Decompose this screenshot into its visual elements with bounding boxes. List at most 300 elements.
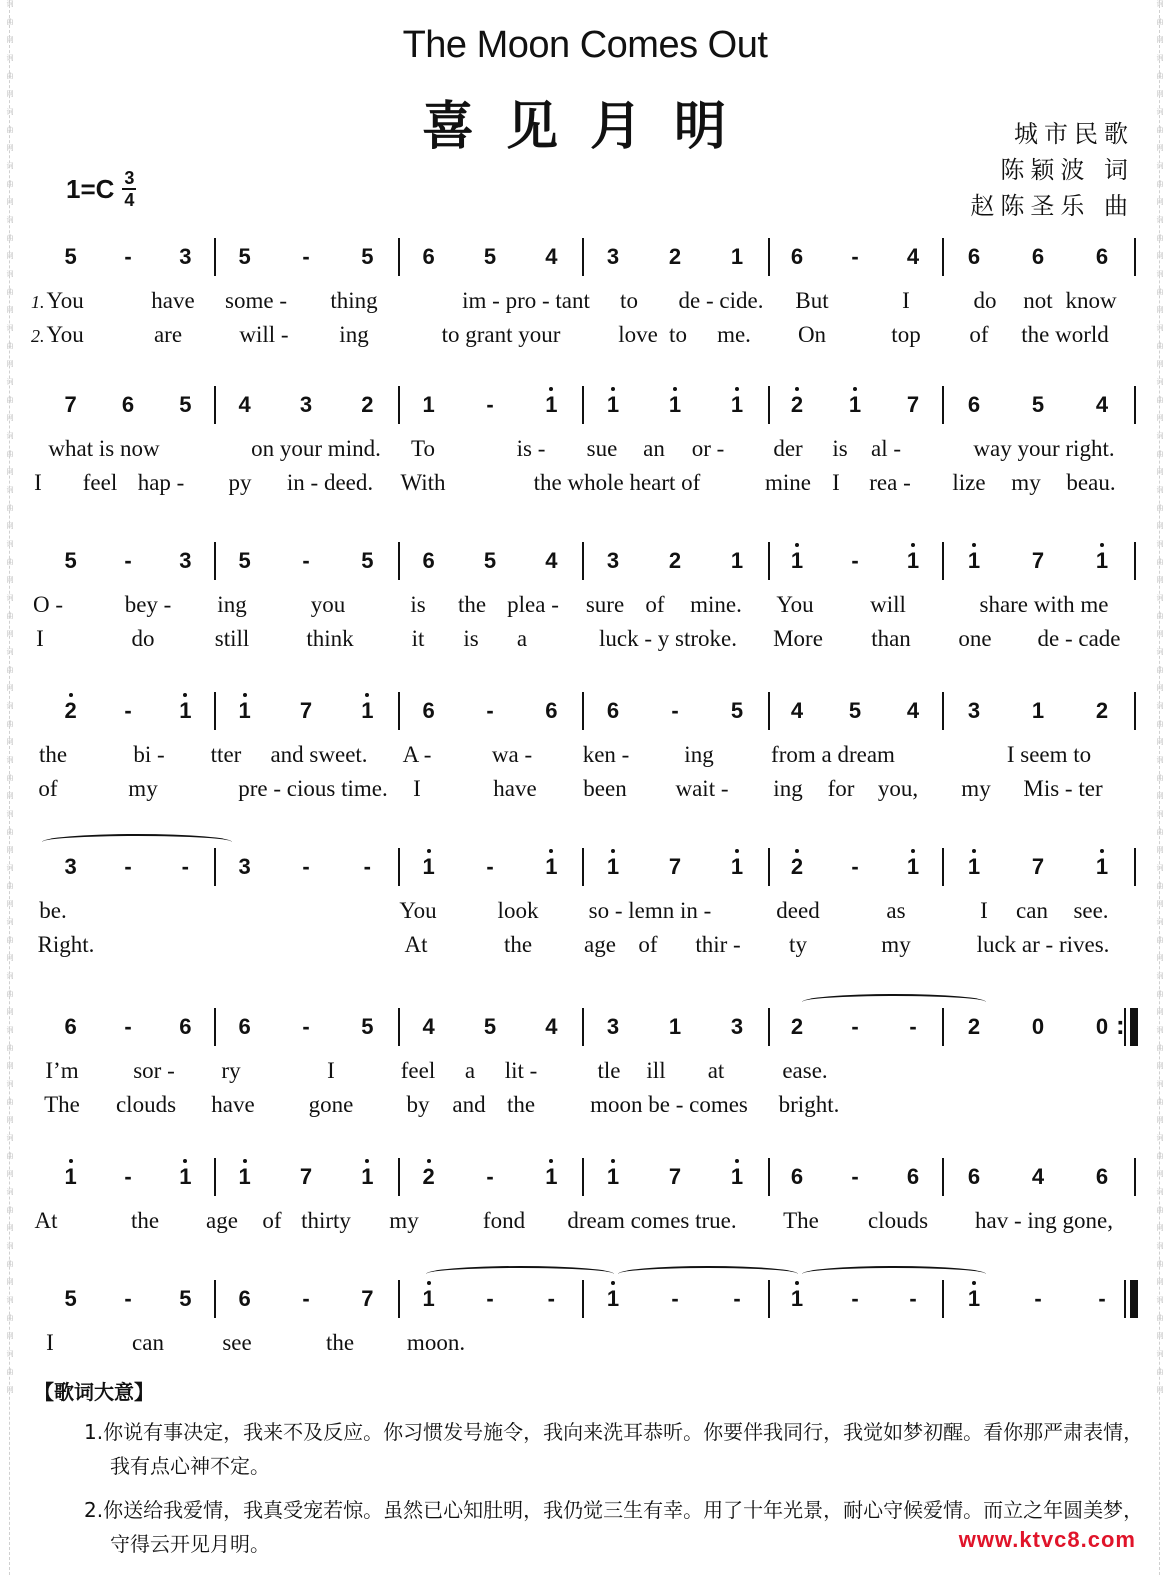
note <box>233 394 257 416</box>
lyric-word: the <box>506 1092 536 1117</box>
margin-mark: 曲 <box>1156 1044 1164 1052</box>
margin-mark: 词 <box>6 486 14 494</box>
margin-mark: 词 <box>6 972 14 980</box>
note-digit: - <box>124 1014 132 1039</box>
note <box>663 550 687 572</box>
bar-line <box>582 542 584 580</box>
octave-dot <box>911 543 915 547</box>
lyric-word: be. <box>39 898 67 923</box>
note-digit: 5 <box>483 548 497 573</box>
note <box>417 246 441 268</box>
margin-mark: 曲 <box>1156 612 1164 620</box>
note-digit: 5 <box>179 1286 192 1311</box>
margin-mark: 词 <box>1156 0 1164 8</box>
margin-mark: 词 <box>6 648 14 656</box>
margin-mark: 词 <box>6 1026 14 1034</box>
lyric-word: see. <box>1073 898 1109 923</box>
lyric-word: I <box>980 898 988 923</box>
octave-dot <box>183 1159 187 1163</box>
margin-mark: 词 <box>6 216 14 224</box>
note-digit: 6 <box>64 1014 77 1039</box>
note-digit: 2 <box>790 392 804 417</box>
note-digit: 1 <box>422 392 435 417</box>
lyric-word: of <box>645 592 665 617</box>
bar-line <box>398 848 400 886</box>
lyric-line <box>28 626 1140 656</box>
time-signature <box>122 168 136 210</box>
note-digit: 4 <box>238 392 251 417</box>
note-digit: 1 <box>790 548 804 573</box>
note-digit: - <box>302 244 310 269</box>
lyric-word: al - <box>870 436 902 461</box>
note <box>901 550 925 572</box>
lyric-word: To <box>411 436 435 461</box>
note-digit: - <box>909 1014 917 1039</box>
margin-mark: 曲 <box>6 1098 14 1106</box>
octave-dot <box>795 387 799 391</box>
note <box>59 1288 83 1310</box>
note <box>478 1016 502 1038</box>
lyric-word: With <box>400 470 446 495</box>
note-digit: 5 <box>483 1014 497 1039</box>
margin-mark: 网 <box>1156 576 1164 584</box>
lyric-word: sor - <box>133 1058 175 1083</box>
margin-mark: 网 <box>1156 954 1164 962</box>
note <box>478 550 502 572</box>
note-digit: 1 <box>422 1286 435 1311</box>
lyric-line <box>28 322 1140 352</box>
note-digit: 3 <box>730 1014 744 1039</box>
lyric-word: way your right. <box>973 436 1115 461</box>
note <box>785 856 809 878</box>
lyric-word: than <box>871 626 911 651</box>
time-numerator: 3 <box>124 168 135 188</box>
note <box>601 1288 625 1310</box>
octave-dot <box>911 849 915 853</box>
note-digit: - <box>851 244 859 269</box>
octave-dot <box>611 1159 615 1163</box>
note <box>1026 1016 1050 1038</box>
note <box>1090 700 1114 722</box>
note-digit: 6 <box>967 392 981 417</box>
lyric-word: know <box>1065 288 1117 313</box>
note <box>601 1016 625 1038</box>
note <box>663 856 687 878</box>
note-digit: 1 <box>361 698 374 723</box>
note-digit: 5 <box>64 1286 77 1311</box>
margin-mark: 网 <box>6 576 14 584</box>
note-digit: 1 <box>179 1164 192 1189</box>
note <box>1026 700 1050 722</box>
margin-mark: 曲 <box>1156 396 1164 404</box>
margin-mark: 词 <box>6 378 14 386</box>
lyric-word: thir - <box>695 932 741 957</box>
lyric-word: lit - <box>504 1058 538 1083</box>
note-digit: 0 <box>1031 1014 1045 1039</box>
note-digit: 2 <box>668 244 682 269</box>
lyric-word: sure <box>585 592 625 617</box>
margin-mark: 网 <box>1156 900 1164 908</box>
note-digit: 2 <box>790 854 804 879</box>
lyric-word: love <box>618 322 658 347</box>
margin-mark: 词 <box>1156 432 1164 440</box>
note-digit: 1 <box>606 1164 620 1189</box>
lyric-word: look <box>497 898 539 923</box>
margin-mark: 词 <box>1156 648 1164 656</box>
note-digit: 6 <box>606 698 620 723</box>
lyric-word: I <box>327 1058 335 1083</box>
lyric-word: ing <box>773 776 803 801</box>
note-digit: 2 <box>64 698 77 723</box>
note <box>116 856 140 878</box>
note-digit: 1 <box>668 1014 682 1039</box>
note <box>601 1166 625 1188</box>
lyric-word: the <box>38 742 68 767</box>
margin-mark: 词 <box>1156 594 1164 602</box>
lyric-word: think <box>306 626 354 651</box>
bar-line <box>942 692 944 730</box>
octave-dot <box>972 543 976 547</box>
lyric-word: You <box>776 592 814 617</box>
margin-mark: 词 <box>6 1134 14 1142</box>
note-digit: 1 <box>906 854 920 879</box>
note-digit: 6 <box>1095 1164 1109 1189</box>
lyric-word: by <box>406 1092 430 1117</box>
bar-line <box>582 238 584 276</box>
margin-mark: 词 <box>1156 270 1164 278</box>
note <box>843 856 867 878</box>
note <box>233 856 257 878</box>
lyric-word: and <box>452 1092 486 1117</box>
margin-mark: 词 <box>1156 756 1164 764</box>
note-digit: - <box>124 698 132 723</box>
note-digit: 1 <box>730 548 744 573</box>
bar-line <box>398 1008 400 1046</box>
margin-mark: 曲 <box>6 720 14 728</box>
bar-line <box>1134 848 1136 886</box>
margin-mark: 词 <box>1156 1188 1164 1196</box>
lyric-word: as <box>886 898 906 923</box>
lyric-line <box>28 776 1140 806</box>
note-digit: 4 <box>1095 392 1109 417</box>
lyric-word: tter <box>210 742 242 767</box>
margin-mark: 词 <box>1156 702 1164 710</box>
lyric-word: have <box>211 1092 255 1117</box>
note <box>962 856 986 878</box>
note <box>901 700 925 722</box>
bar-line <box>582 1008 584 1046</box>
margin-mark: 曲 <box>1156 450 1164 458</box>
lyric-word: you <box>310 592 346 617</box>
tie-slur <box>42 834 232 850</box>
margin-mark: 网 <box>6 900 14 908</box>
margin-mark: 曲 <box>1156 1098 1164 1106</box>
note <box>1090 1288 1114 1310</box>
margin-mark: 词 <box>6 810 14 818</box>
note <box>843 246 867 268</box>
margin-mark: 曲 <box>1156 342 1164 350</box>
bar-line <box>214 1158 216 1196</box>
margin-mark: 网 <box>6 1008 14 1016</box>
margin-mark: 曲 <box>6 1368 14 1376</box>
lyric-word: is - <box>516 436 546 461</box>
margin-mark: 网 <box>1156 1170 1164 1178</box>
bar-line <box>582 1158 584 1196</box>
lyric-word: I’m <box>45 1058 79 1083</box>
note <box>116 1288 140 1310</box>
note <box>355 1288 379 1310</box>
lyric-line <box>28 592 1140 622</box>
margin-mark: 曲 <box>1156 288 1164 296</box>
octave-dot <box>1100 543 1104 547</box>
lyric-word: lize <box>952 470 986 495</box>
lyric-word: so - lemn in - <box>588 898 712 923</box>
octave-dot <box>611 387 615 391</box>
lyric-word: ry <box>221 1058 241 1083</box>
note <box>901 246 925 268</box>
margin-mark: 词 <box>6 918 14 926</box>
note-digit: 1 <box>606 1286 620 1311</box>
note <box>173 1016 197 1038</box>
lyric-word: feel <box>400 1058 436 1083</box>
bar-line <box>398 1280 400 1318</box>
bar-line <box>768 1008 770 1046</box>
note <box>539 856 563 878</box>
margin-mark: 词 <box>6 270 14 278</box>
bar-line <box>942 848 944 886</box>
note-digit: 2 <box>790 1014 804 1039</box>
note <box>1090 856 1114 878</box>
lyric-word: are <box>153 322 183 347</box>
lyric-word: my <box>389 1208 419 1233</box>
octave-dot <box>972 849 976 853</box>
note <box>478 856 502 878</box>
meaning-verse-1: 1.你说有事决定，我来不及反应。你习惯发号施令，我向来洗耳恭听。你要伴我同行，我觉如梦初醒。看你那严肃表情，我有点心神不定。 <box>84 1420 1144 1478</box>
lyric-word: will <box>870 592 906 617</box>
lyric-word: ken - <box>582 742 630 767</box>
lyric-word: I <box>36 626 44 651</box>
lyric-word: wait - <box>675 776 729 801</box>
margin-mark: 曲 <box>6 882 14 890</box>
note-digit: 6 <box>121 392 135 417</box>
margin-mark: 曲 <box>1156 1206 1164 1214</box>
margin-mark: 网 <box>6 684 14 692</box>
note <box>601 394 625 416</box>
margin-mark: 网 <box>6 306 14 314</box>
note <box>725 1016 749 1038</box>
note-digit: 5 <box>64 244 77 269</box>
bar-line <box>768 848 770 886</box>
note <box>1090 1016 1114 1038</box>
note <box>962 1166 986 1188</box>
octave-dot <box>365 693 369 697</box>
margin-mark: 词 <box>1156 864 1164 872</box>
notes-row <box>28 690 1140 732</box>
lyricist-credit: 陈颖波 词 <box>1000 156 1134 184</box>
lyric-word: see <box>222 1330 252 1355</box>
note <box>417 700 441 722</box>
note <box>478 700 502 722</box>
note <box>173 856 197 878</box>
note <box>294 550 318 572</box>
meaning-heading: 【歌词大意】 <box>34 1380 154 1404</box>
note-digit: 2 <box>1095 698 1109 723</box>
note-digit: 6 <box>967 244 981 269</box>
note-digit: 2 <box>422 1164 435 1189</box>
lyric-word: beau. <box>1066 470 1116 495</box>
note <box>962 550 986 572</box>
note <box>725 394 749 416</box>
note-digit: 1 <box>238 698 251 723</box>
margin-mark: 曲 <box>1156 180 1164 188</box>
note-digit: 6 <box>238 1014 251 1039</box>
margin-mark: 网 <box>6 1278 14 1286</box>
note <box>901 856 925 878</box>
note-digit: 1 <box>422 854 435 879</box>
octave-dot <box>673 387 677 391</box>
note <box>539 1016 563 1038</box>
note-digit: 6 <box>422 244 435 269</box>
note-digit: - <box>124 1164 132 1189</box>
bar-line <box>942 1280 944 1318</box>
note-digit: 5 <box>483 244 497 269</box>
lyric-word: what is now <box>48 436 160 461</box>
note-digit: - <box>671 1286 679 1311</box>
note <box>478 1288 502 1310</box>
margin-mark: 网 <box>1156 1224 1164 1232</box>
note <box>843 1288 867 1310</box>
margin-mark: 网 <box>6 468 14 476</box>
note-digit: 4 <box>422 1014 435 1039</box>
note <box>785 394 809 416</box>
note <box>725 1166 749 1188</box>
note <box>1026 246 1050 268</box>
note <box>1026 856 1050 878</box>
note <box>843 394 867 416</box>
note-digit: - <box>909 1286 917 1311</box>
margin-mark: 网 <box>6 792 14 800</box>
lyric-word: do <box>131 626 155 651</box>
note-digit: 1 <box>730 854 744 879</box>
note-digit: 4 <box>545 244 558 269</box>
note-digit: - <box>486 1286 494 1311</box>
note-digit: 5 <box>848 698 862 723</box>
margin-mark: 词 <box>1156 1026 1164 1034</box>
note-digit: 7 <box>64 392 77 417</box>
bar-line <box>214 1008 216 1046</box>
note <box>901 1288 925 1310</box>
lyric-word: I <box>902 288 910 313</box>
right-margin-watermark <box>1153 0 1167 1575</box>
margin-mark: 词 <box>6 1296 14 1304</box>
note <box>539 1288 563 1310</box>
bar-line <box>768 1280 770 1318</box>
lyric-word: an <box>643 436 665 461</box>
margin-mark: 网 <box>1156 1332 1164 1340</box>
lyric-word: age <box>206 1208 238 1233</box>
bar-line <box>942 386 944 424</box>
lyric-word: dream comes true. <box>567 1208 737 1233</box>
lyric-word: my <box>128 776 158 801</box>
note <box>173 700 197 722</box>
lyric-word: mine. <box>690 592 742 617</box>
note-digit: 0 <box>1095 1014 1109 1039</box>
note <box>355 1016 379 1038</box>
lyric-word: the <box>457 592 487 617</box>
note <box>355 700 379 722</box>
lyric-word: luck ar - rives. <box>976 932 1110 957</box>
note <box>725 246 749 268</box>
lyric-word: 2.You <box>31 322 84 347</box>
note <box>663 1288 687 1310</box>
margin-mark: 词 <box>6 1080 14 1088</box>
note <box>355 1166 379 1188</box>
margin-mark: 网 <box>1156 360 1164 368</box>
margin-mark: 曲 <box>6 612 14 620</box>
note <box>355 856 379 878</box>
bar-line <box>1134 386 1136 424</box>
bar-line <box>398 1158 400 1196</box>
lyric-word: a <box>464 1058 476 1083</box>
note-digit: 1 <box>1031 698 1045 723</box>
note <box>663 1166 687 1188</box>
note <box>294 394 318 416</box>
margin-mark: 词 <box>1156 378 1164 386</box>
note-digit: 2 <box>361 392 374 417</box>
lyric-word: of <box>38 776 58 801</box>
margin-mark: 曲 <box>1156 1260 1164 1268</box>
note <box>601 246 625 268</box>
note <box>539 1166 563 1188</box>
margin-mark: 网 <box>6 1332 14 1340</box>
note-digit: 1 <box>967 854 981 879</box>
margin-mark: 曲 <box>1156 234 1164 242</box>
lyric-word: mine <box>765 470 811 495</box>
note <box>417 1166 441 1188</box>
note <box>601 550 625 572</box>
lyric-word: the <box>503 932 533 957</box>
margin-mark: 词 <box>1156 540 1164 548</box>
margin-mark: 曲 <box>6 396 14 404</box>
lyric-word: can <box>132 1330 164 1355</box>
lyric-word: luck - y stroke. <box>599 626 737 651</box>
margin-mark: 曲 <box>1156 936 1164 944</box>
lyric-word: do <box>973 288 997 313</box>
note <box>1026 1166 1050 1188</box>
note <box>539 394 563 416</box>
note <box>539 246 563 268</box>
octave-dot <box>735 387 739 391</box>
note <box>294 246 318 268</box>
note-digit: 6 <box>790 244 804 269</box>
lyric-line <box>28 1092 1140 1122</box>
note <box>417 1016 441 1038</box>
margin-mark: 词 <box>1156 108 1164 116</box>
note <box>294 1288 318 1310</box>
lyric-line <box>28 898 1140 928</box>
note <box>1026 394 1050 416</box>
margin-mark: 曲 <box>1156 990 1164 998</box>
margin-mark: 网 <box>6 36 14 44</box>
lyric-line <box>28 436 1140 466</box>
margin-mark: 曲 <box>1156 504 1164 512</box>
lyric-word: ty <box>789 932 807 957</box>
lyric-word: to <box>620 288 638 313</box>
note <box>785 550 809 572</box>
margin-mark: 词 <box>6 162 14 170</box>
margin-mark: 词 <box>6 594 14 602</box>
note <box>663 1016 687 1038</box>
